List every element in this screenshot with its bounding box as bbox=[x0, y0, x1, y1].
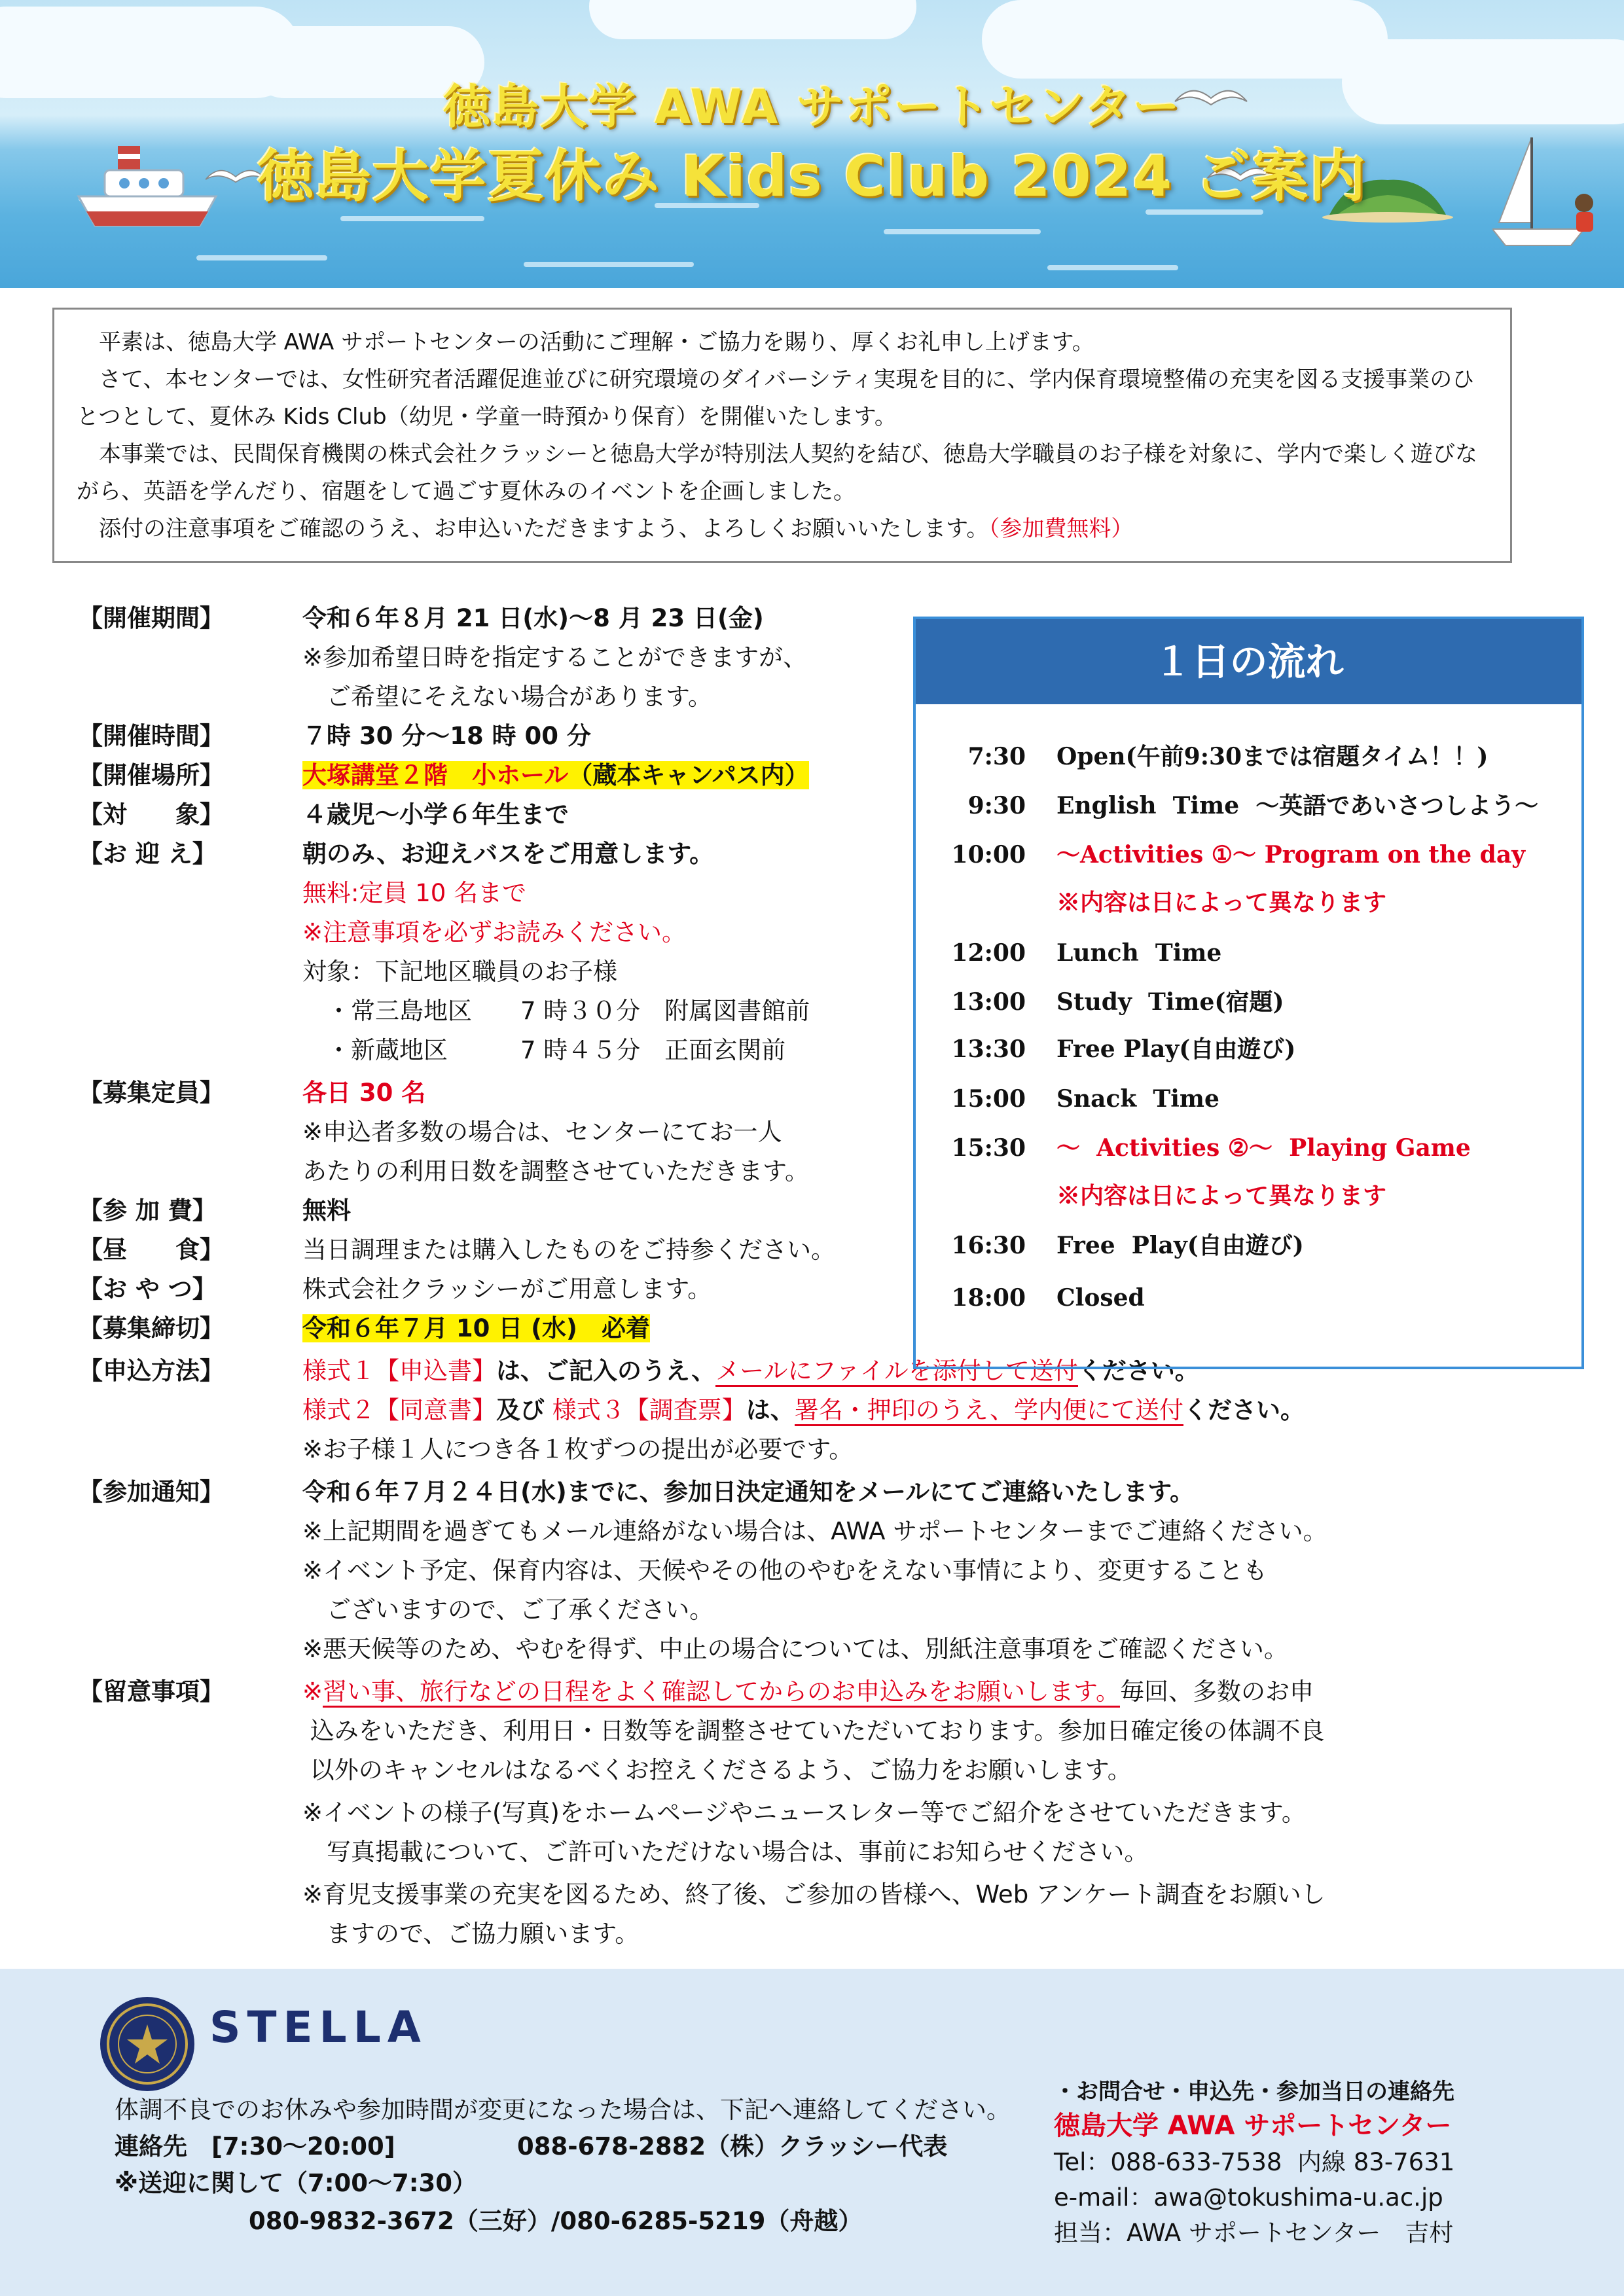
intro-paragraph: 本事業では、民間保育機関の株式会社クラッシーと徳島大学が特別法人契約を結び、徳島大学職員のお子様を対象に、学内で楽しく遊びながら、英語を学んだり、宿題をして過ごす夏休みのイベントを企画しました。 bbox=[77, 441, 1477, 505]
schedule-time: 16:30 bbox=[951, 1232, 1026, 1259]
schedule-activity: 〜Activities ①〜 Program on the day bbox=[1056, 841, 1526, 869]
contact-organization: 徳島大学 AWA サポートセンター bbox=[1054, 2111, 1452, 2141]
period-value: 令和６年８月 21 日(水)〜8 月 23 日(金) bbox=[302, 604, 764, 632]
header-banner bbox=[0, 0, 1624, 288]
schedule-activity: English Time 〜英語であいさつしよう〜 bbox=[1056, 792, 1539, 819]
schedule-activity: Free Play(自由遊び) bbox=[1056, 1035, 1296, 1063]
contact-email[interactable]: e-mail：awa@tokushima-u.ac.jp bbox=[1054, 2183, 1443, 2212]
intro-box bbox=[52, 308, 1512, 563]
schedule-time: 15:00 bbox=[951, 1085, 1026, 1113]
schedule-activity: ※内容は日によって異なります bbox=[1056, 1182, 1387, 1210]
schedule-time: 12:00 bbox=[951, 939, 1026, 967]
schedule-time: 18:00 bbox=[951, 1284, 1026, 1312]
contact-tel: Tel：088-633-7538 内線 83-7631 bbox=[1054, 2148, 1455, 2176]
footer bbox=[0, 1969, 1624, 2296]
intro-paragraph: 平素は、徳島大学 AWA サポートセンターの活動にご理解・ご協力を賜り、厚くお礼申し上げます。 bbox=[77, 329, 1094, 355]
stella-logo-text: STELLA bbox=[209, 2002, 427, 2053]
schedule-time: 10:00 bbox=[951, 841, 1026, 869]
deadline-highlight: 令和６年７月 10 日 (水) 必着 bbox=[302, 1314, 650, 1342]
stella-logo-icon bbox=[98, 1995, 196, 2093]
free-fee-note: （参加費無料） bbox=[988, 516, 1134, 542]
schedule-activity: Free Play(自由遊び) bbox=[1056, 1232, 1304, 1259]
footer-notice: 体調不良でのお休みや参加時間が変更になった場合は、下記へ連絡してください。 bbox=[115, 2096, 1011, 2124]
schedule-time: 9:30 bbox=[967, 792, 1026, 819]
schedule-time: 7:30 bbox=[967, 743, 1026, 770]
header-title-event: 徳島大学夏休み Kids Club 2024 ご案内 bbox=[257, 144, 1367, 209]
intro-paragraph: 添付の注意事項をご確認のうえ、お申込いただきますよう、よろしくお願いいたします。（参加費無料） bbox=[77, 516, 1134, 542]
schedule-activity: 〜 Activities ②〜 Playing Game bbox=[1056, 1134, 1471, 1162]
place-highlight: 大塚講堂２階 小ホール bbox=[302, 761, 569, 789]
schedule-activity: Study Time(宿題) bbox=[1056, 988, 1284, 1016]
schedule-activity: Closed bbox=[1056, 1284, 1145, 1312]
schedule-time: 15:30 bbox=[951, 1134, 1026, 1162]
footer-contact-hours: 連絡先 [7:30〜20:00] bbox=[115, 2132, 395, 2161]
footer-transport-note: ※送迎に関して（7:00〜7:30） bbox=[115, 2169, 477, 2197]
schedule-time: 13:30 bbox=[951, 1035, 1026, 1063]
footer-contact-phone: 088-678-2882（株）クラッシー代表 bbox=[517, 2132, 948, 2161]
schedule-activity: Lunch Time bbox=[1056, 939, 1222, 967]
schedule-activity: ※内容は日によって異なります bbox=[1056, 889, 1387, 916]
schedule-title: １日の流れ bbox=[916, 619, 1581, 704]
schedule-time: 13:00 bbox=[951, 988, 1026, 1016]
contact-heading: ・お問合せ・申込先・参加当日の連絡先 bbox=[1054, 2079, 1454, 2105]
intro-paragraph: さて、本センターでは、女性研究者活躍促進並びに研究環境のダイバーシティ実現を目的に、学内保育環境整備の充実を図る支援事業のひとつとして、夏休み Kids Club（幼児・学童一時預かり保育）を開催いたします。 bbox=[77, 367, 1475, 430]
header-title-center: 徳島大学 AWA サポートセンター bbox=[442, 79, 1182, 134]
contact-person: 担当：AWA サポートセンター 吉村 bbox=[1054, 2219, 1454, 2247]
footer-transport-phones: 080-9832-3672（三好）/080-6285-5219（舟越） bbox=[249, 2207, 863, 2235]
schedule-activity: Open(午前9:30までは宿題タイム！！) bbox=[1056, 743, 1489, 770]
daily-schedule-box bbox=[913, 617, 1584, 1369]
schedule-activity: Snack Time bbox=[1056, 1085, 1219, 1113]
